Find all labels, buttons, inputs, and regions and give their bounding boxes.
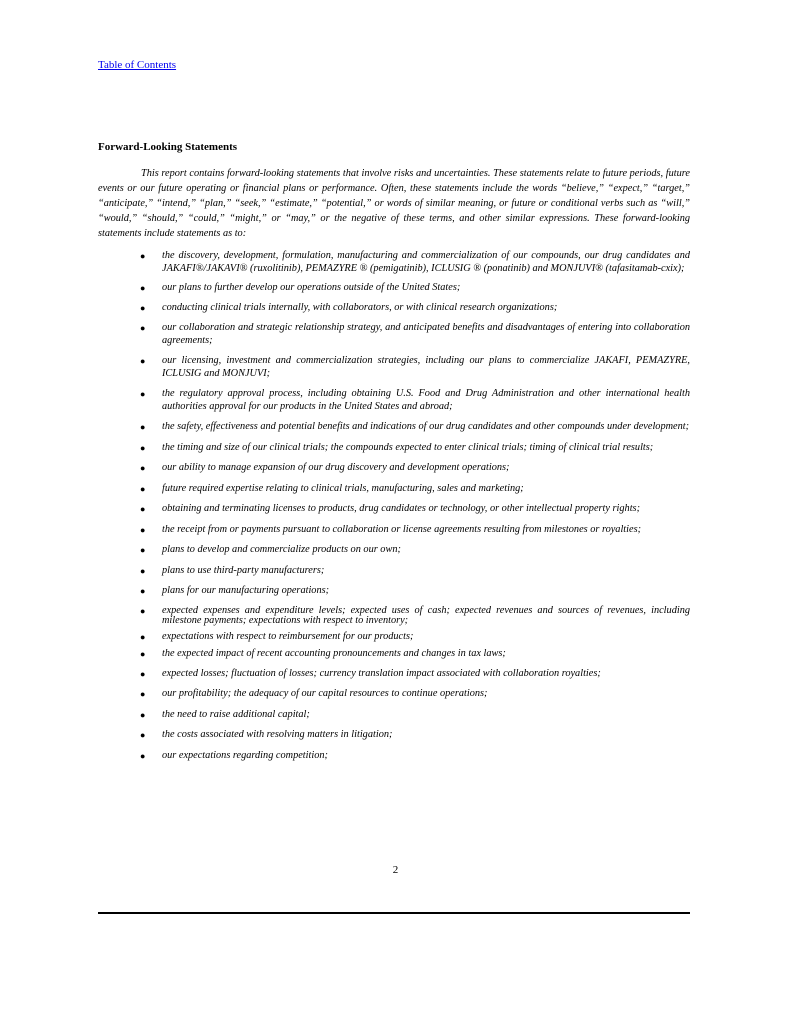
list-item-text: the receipt from or payments pursuant to collaboration or license agreements resulting from milestones or royalties; (162, 523, 642, 535)
bullet-icon: ● (140, 709, 146, 720)
bullet-icon: ● (140, 524, 146, 535)
list-item (98, 355, 690, 380)
list-item-text: the timing and size of our clinical trials; the compounds expected to enter clinical trials; timing of clinical trial results; (162, 441, 654, 453)
list-item-text: our profitability; the adequacy of our capital resources to continue operations; (162, 688, 488, 699)
bullet-icon: ● (140, 689, 146, 699)
bullet-icon: ● (140, 356, 146, 366)
list-item-text: obtaining and terminating licenses to products, drug candidates or technology, or other intellectual property rights; (162, 503, 640, 514)
list-item-text: our collaboration and strategic relationship strategy, and anticipated benefits and disadvantages of entering into collaboration agreements; (162, 322, 690, 346)
intro-paragraph: This report contains forward-looking statements that involve risks and uncertainties. These statements relate to future periods, future events or our future operating or financial plans or performance. Often, these statements include the words “believe,” “expect,” “target,” “anticipate,” “intend,” “plan,” “seek,” “estimate,” “potential,” or words of similar meaning, or future or conditional verbs such as “will,” “would,” “should,” “could,” “might,” or “may,” or the negative of these terms, and other similar expressions. These forward-looking statements include statements as to: (98, 168, 690, 239)
list-item (98, 302, 690, 315)
list-item-text: expected losses; fluctuation of losses; currency translation impact associated with collaboration royalties; (162, 667, 601, 679)
bullet-icon: ● (140, 545, 146, 555)
list-item (98, 462, 690, 475)
list-item-text: our ability to manage expansion of our drug discovery and development operations; (162, 462, 510, 473)
page-number: 2 (392, 864, 399, 876)
list-item-text: future required expertise relating to clinical trials, manufacturing, sales and marketing; (162, 482, 524, 494)
list-item (98, 565, 690, 578)
bullet-icon: ● (140, 649, 146, 659)
list-item (98, 388, 690, 413)
bullet-icon: ● (140, 586, 146, 596)
footer-rule (98, 912, 690, 914)
list-item (98, 250, 690, 275)
bullet-icon: ● (140, 504, 146, 514)
list-item (98, 606, 690, 627)
forward-looking-bullet-list (98, 250, 690, 762)
list-item-text: expected expenses and expenditure levels; expected uses of cash; expected revenues and sources of revenues, including milestone payments; expectations with respect to inventory; (162, 604, 690, 626)
list-item (98, 483, 690, 496)
list-item (98, 750, 690, 763)
list-item (98, 524, 690, 537)
bullet-icon: ● (140, 323, 146, 333)
bullet-icon: ● (140, 251, 146, 261)
list-item-text: the need to raise additional capital; (162, 708, 310, 720)
list-item-text: expectations with respect to reimbursement for our products; (162, 630, 414, 642)
list-item-text: plans to use third-party manufacturers; (162, 564, 325, 576)
list-item (98, 688, 690, 701)
list-item (98, 729, 690, 742)
bullet-icon: ● (140, 668, 146, 679)
bullet-icon: ● (140, 422, 146, 432)
list-item (98, 709, 690, 722)
list-item-text: our licensing, investment and commercialization strategies, including our plans to commercialize JAKAFI, PEMAZYRE, ICLUSIG and MONJUVI; (162, 355, 690, 379)
bullet-icon: ● (140, 631, 146, 642)
bullet-icon: ● (140, 730, 146, 740)
bullet-icon: ● (140, 463, 146, 473)
list-item (98, 282, 690, 295)
list-item (98, 585, 690, 598)
bullet-icon: ● (140, 302, 146, 313)
list-item-text: plans for our manufacturing operations; (162, 585, 330, 596)
bullet-icon: ● (140, 442, 146, 453)
bullet-icon: ● (140, 483, 146, 494)
list-item (98, 631, 690, 644)
list-item (98, 648, 690, 661)
bullet-icon: ● (140, 605, 146, 616)
bullet-icon: ● (140, 750, 146, 761)
list-item-text: the costs associated with resolving matters in litigation; (162, 729, 393, 740)
list-item (98, 442, 690, 455)
list-item-text: conducting clinical trials internally, with collaborators, or with clinical research organizations; (162, 301, 558, 313)
list-item-text: the discovery, development, formulation, manufacturing and commercialization of our compounds, our drug candidates and JAKAFI®/JAKAVI® (ruxolitinib), PEMAZYRE ® (pemigatinib), ICLUSIG ® (ponatinib) and MONJUVI® (tafasitamab-cxix); (162, 250, 690, 274)
list-item-text: our plans to further develop our operations outside of the United States; (162, 282, 461, 293)
list-item-text: the safety, effectiveness and potential benefits and indications of our drug candidates and other compounds under development; (162, 421, 690, 432)
list-item (98, 668, 690, 681)
list-item-text: plans to develop and commercialize products on our own; (162, 544, 401, 555)
list-item (98, 322, 690, 347)
list-item-text: the regulatory approval process, including obtaining U.S. Food and Drug Administration and other international health authorities approval for our products in the United States and abroad; (162, 388, 690, 412)
list-item (98, 503, 690, 516)
section-heading: Forward-Looking Statements (98, 141, 238, 153)
table-of-contents-link[interactable]: Table of Contents (98, 59, 177, 71)
list-item (98, 421, 690, 434)
bullet-icon: ● (140, 565, 146, 576)
bullet-icon: ● (140, 283, 146, 293)
list-item (98, 544, 690, 557)
bullet-icon: ● (140, 389, 146, 399)
list-item-text: the expected impact of recent accounting pronouncements and changes in tax laws; (162, 648, 506, 659)
list-item-text: our expectations regarding competition; (162, 749, 328, 761)
